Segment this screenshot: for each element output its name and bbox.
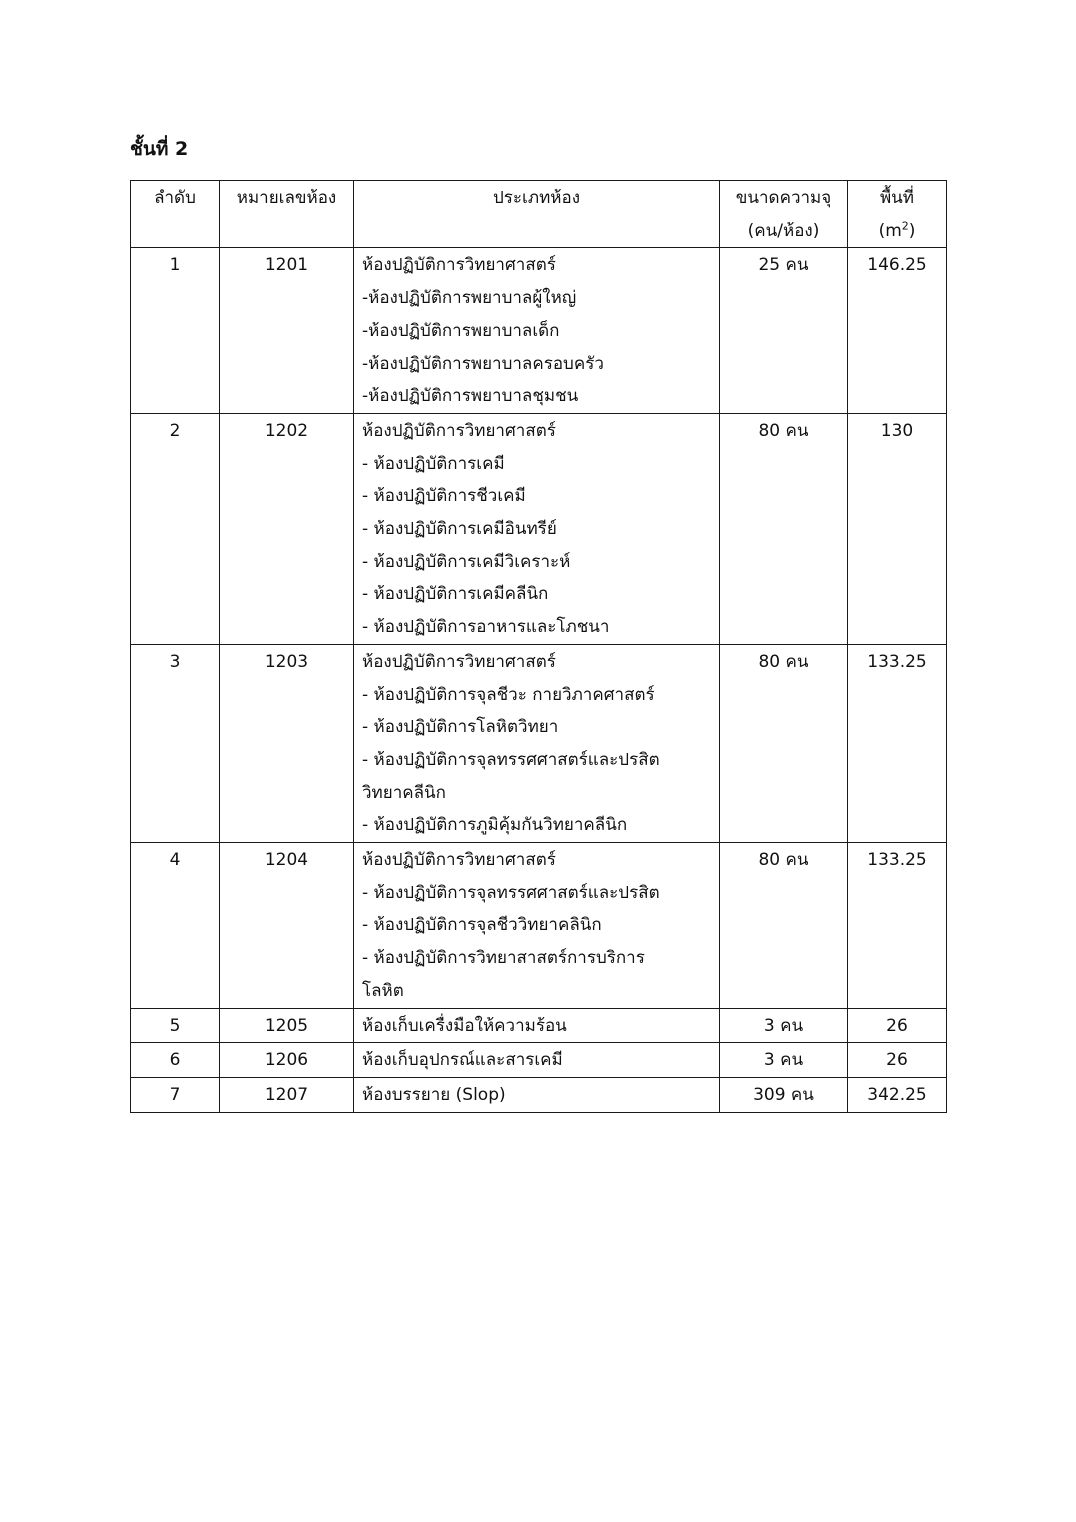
area-cell: 130: [848, 413, 947, 644]
room-type-line: - ห้องปฏิบัติการเคมีคลีนิก: [362, 584, 549, 605]
table-row: [131, 1077, 947, 1112]
room-type-line: - ห้องปฏิบัติการจุลทรรศศาสตร์และปรสิต: [362, 749, 660, 770]
room-type-title: ห้องเก็บเครื่งมือให้ความร้อน: [362, 1015, 567, 1036]
header-area: [848, 181, 947, 248]
area-cell: 342.25: [848, 1077, 947, 1112]
area-cell: 133.25: [848, 644, 947, 842]
room-type-cell: [354, 1043, 720, 1078]
header-area-unit: [848, 215, 946, 248]
order-cell: 7: [131, 1077, 220, 1112]
room-type-cell: [354, 843, 720, 1009]
room-number-cell: 1204: [220, 843, 354, 1009]
capacity-cell: 3 คน: [720, 1008, 848, 1043]
room-type-line: - ห้องปฏิบัติการชีวเคมี: [362, 486, 526, 507]
area-cell: 26: [848, 1008, 947, 1043]
room-type-line: - ห้องปฏิบัติการภูมิคุ้มกันวิทยาคลีนิก: [362, 815, 628, 836]
room-type-line: -ห้องปฏิบัติการพยาบาลผู้ใหญ่: [362, 288, 577, 309]
room-number-cell: 1206: [220, 1043, 354, 1078]
order-cell: 6: [131, 1043, 220, 1078]
header-capacity-line2: (คน/ห้อง): [747, 220, 820, 241]
room-type-title: ห้องปฏิบัติการวิทยาศาสตร์: [362, 850, 556, 871]
capacity-cell: 80 คน: [720, 644, 848, 842]
room-type-line: -ห้องปฏิบัติการพยาบาลชุมชน: [362, 386, 579, 407]
room-number-cell: 1201: [220, 248, 354, 414]
capacity-cell: 25 คน: [720, 248, 848, 414]
capacity-cell: 309 คน: [720, 1077, 848, 1112]
table-row: [131, 1043, 947, 1078]
area-unit-close: ): [908, 220, 916, 241]
header-area-line1: พื้นที่: [879, 188, 915, 208]
header-room-type: ประเภทห้อง: [354, 181, 720, 248]
room-type-cell: [354, 644, 720, 842]
header-row: [131, 181, 947, 248]
capacity-cell: 80 คน: [720, 413, 848, 644]
room-type-line: - ห้องปฏิบัติการเคมีอินทรีย์: [362, 519, 557, 540]
room-type-line: วิทยาคลีนิก: [362, 782, 446, 803]
floor-heading: ชั้นที่ 2: [130, 138, 189, 160]
header-capacity-line1: ขนาดความจุ: [735, 188, 832, 208]
room-type-title: ห้องปฏิบัติการวิทยาศาสตร์: [362, 255, 556, 276]
room-type-cell: [354, 413, 720, 644]
area-unit-base: (m: [878, 220, 902, 241]
header-room-number: หมายเลขห้อง: [220, 181, 354, 248]
room-type-line: โลหิต: [362, 980, 404, 1001]
room-type-line: - ห้องปฏิบัติการเคมี: [362, 453, 505, 474]
capacity-cell: 80 คน: [720, 843, 848, 1009]
room-number-cell: 1207: [220, 1077, 354, 1112]
room-type-line: - ห้องปฏิบัติการวิทยาสาสตร์การบริการ: [362, 948, 645, 969]
room-type-line: - ห้องปฏิบัติการจุลชีวะ กายวิภาคศาสตร์: [362, 684, 655, 705]
order-cell: 3: [131, 644, 220, 842]
room-type-cell: [354, 248, 720, 414]
capacity-cell: 3 คน: [720, 1043, 848, 1078]
area-cell: 133.25: [848, 843, 947, 1009]
table-row: [131, 1008, 947, 1043]
area-cell: 26: [848, 1043, 947, 1078]
table-header: [131, 181, 947, 248]
table-row: [131, 644, 947, 842]
room-type-title: ห้องปฏิบัติการวิทยาศาสตร์: [362, 420, 556, 441]
room-type-line: - ห้องปฏิบัติการอาหารและโภชนา: [362, 617, 610, 638]
order-cell: 2: [131, 413, 220, 644]
table-row: [131, 413, 947, 644]
order-cell: 5: [131, 1008, 220, 1043]
table-body: [131, 248, 947, 1112]
table-row: [131, 248, 947, 414]
header-capacity: [720, 181, 848, 248]
room-table: [130, 180, 947, 1113]
room-type-title: ห้องบรรยาย (Slop): [362, 1084, 506, 1105]
area-unit-exponent: 2: [901, 219, 909, 233]
room-number-cell: 1203: [220, 644, 354, 842]
room-type-line: -ห้องปฏิบัติการพยาบาลครอบครัว: [362, 353, 604, 374]
table-row: [131, 843, 947, 1009]
room-type-cell: [354, 1077, 720, 1112]
room-number-cell: 1205: [220, 1008, 354, 1043]
room-type-cell: [354, 1008, 720, 1043]
room-type-line: - ห้องปฏิบัติการจุลทรรศศาสตร์และปรสิต: [362, 882, 660, 903]
room-type-line: - ห้องปฏิบัติการโลหิตวิทยา: [362, 717, 559, 738]
room-type-line: -ห้องปฏิบัติการพยาบาลเด็ก: [362, 320, 560, 341]
area-cell: 146.25: [848, 248, 947, 414]
order-cell: 4: [131, 843, 220, 1009]
order-cell: 1: [131, 248, 220, 414]
room-type-title: ห้องเก็บอุปกรณ์และสารเคมี: [362, 1050, 563, 1071]
room-type-line: - ห้องปฏิบัติการเคมีวิเคราะห์: [362, 551, 571, 572]
room-type-line: - ห้องปฏิบัติการจุลชีววิทยาคลินิก: [362, 915, 602, 936]
room-number-cell: 1202: [220, 413, 354, 644]
header-order: ลำดับ: [131, 181, 220, 248]
room-type-title: ห้องปฏิบัติการวิทยาศาสตร์: [362, 651, 556, 672]
